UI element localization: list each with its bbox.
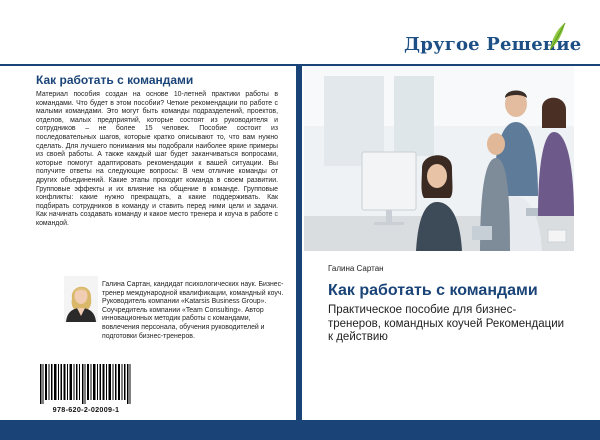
barcode-icon (38, 364, 134, 404)
publisher-logo (404, 24, 600, 64)
team-photo-image (304, 66, 574, 251)
author-bio: Галина Сартан, кандидат психологических наук. Бизнес-тренер международной квалификации, командный коуч. Руководитель компании «Katarsis Business Group». Соучредитель компании «Team Consulting». Автор инновационных методик работы с командами, вовлечения персонала, обучения руководителей и подготовки бизнес-тренеров. (102, 281, 284, 340)
front-title: Как работать с командами (328, 282, 538, 299)
back-cover-title: Как работать с командами (36, 73, 194, 87)
isbn: 978-620-2-02009-1 (52, 405, 120, 414)
leaf-icon (548, 22, 566, 52)
author-photo (64, 276, 98, 322)
back-cover-description: Материал пособия создан на основе 10-летней практики работы в командами. Что будет в этом пособии? Четкие рекомендации по работе с малыми командами. Это могут быть команды подразделений, проектов, отделов, малых предприятий, которые состоят из руководителя и сотрудников – не более 15 человек. Пособие состоит из последовательных шагов, которые кратко описывают то, что вам нужно сделать. Для лучшего понимания мы подобрали наиболее яркие примеры из своей работы. А также каждый шаг будет заканчиваться вопросами, которые помогут адаптировать рекомендации к вашей ситуации. Вы получите ответы на следующие вопросы: В чем отличие команды от других объединений. Какие этапы проходит команда в своем развитии. Групповые эффекты и их влияние на общение в команде. Групповые конфликты: какие нужно прекращать, а какие поддерживать. Как подбирать сотрудников в команду и ставить перед ними цели и задачи. Как начинать создавать команду и какое место тренера и коуча в работе с командой. (36, 91, 278, 227)
publisher-name: Другое Решение (404, 33, 582, 55)
bottom-band (0, 420, 600, 440)
cover-photo (304, 66, 574, 251)
front-author: Галина Сартан (328, 264, 384, 273)
barcode (38, 364, 134, 404)
book-spine (296, 65, 302, 420)
back-cover (20, 66, 296, 420)
front-subtitle: Практическое пособие для бизнес-тренеров, командных коучей Рекомендации к действию (328, 304, 565, 343)
